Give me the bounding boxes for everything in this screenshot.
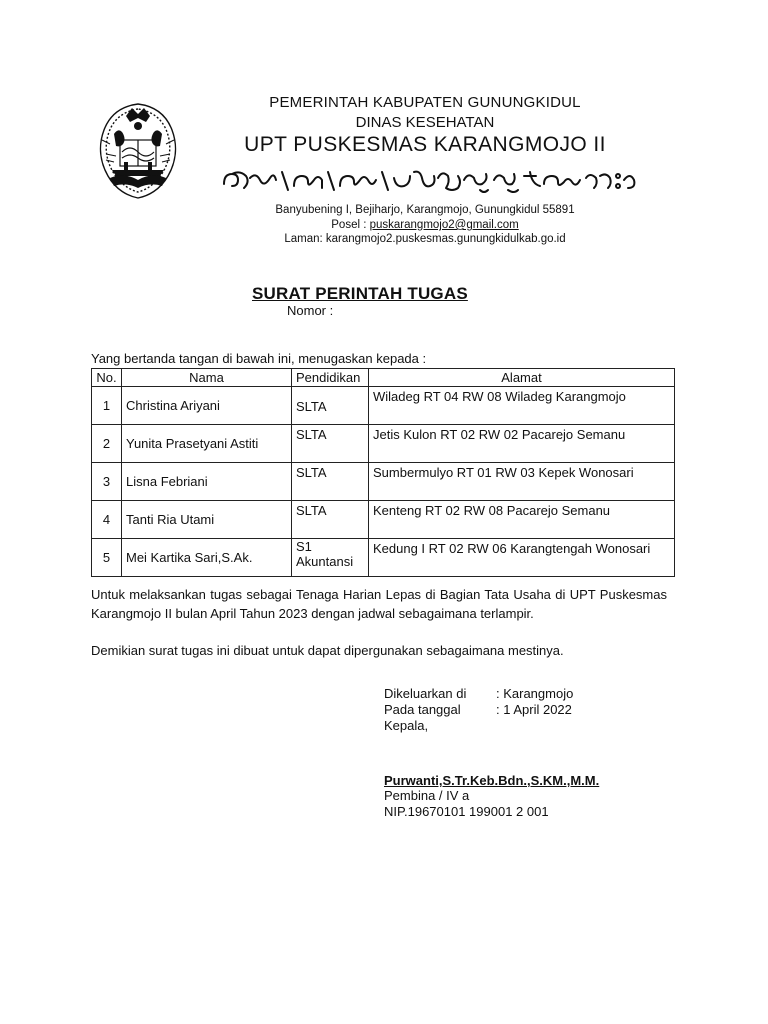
closing-paragraph: Demikian surat tugas ini dibuat untuk dapat dipergunakan sebagaimana mestinya. (91, 643, 564, 658)
table-row (92, 501, 675, 539)
signer-name: Purwanti,S.Tr.Keb.Bdn.,S.KM.,M.M. (384, 773, 600, 788)
header-nama: Nama (122, 369, 292, 387)
assignee-table (91, 368, 675, 577)
letterhead-government: PEMERINTAH KABUPATEN GUNUNGKIDUL (269, 94, 581, 111)
email-link[interactable]: puskarangmojo2@gmail.com (369, 219, 519, 231)
issued-label: Dikeluarkan di (384, 686, 467, 701)
header-pendidikan: Pendidikan (292, 369, 369, 387)
signer-nip: NIP.19670101 199001 2 001 (384, 804, 549, 819)
cell-nama: Mei Kartika Sari,S.Ak. (122, 539, 292, 577)
cell-no: 2 (92, 425, 122, 463)
signer-rank: Pembina / IV a (384, 788, 470, 803)
email-label: Posel : (331, 219, 370, 231)
issued-place-row (384, 686, 573, 702)
header-no: No. (92, 369, 122, 387)
cell-no: 4 (92, 501, 122, 539)
cell-pendidikan: SLTA (292, 425, 369, 463)
document-number: Nomor : (287, 303, 334, 318)
cell-no: 3 (92, 463, 122, 501)
cell-alamat: Kenteng RT 02 RW 08 Pacarejo Semanu (369, 501, 675, 539)
cell-alamat: Kedung I RT 02 RW 06 Karangtengah Wonosari (369, 539, 675, 577)
table-row (92, 425, 675, 463)
document-title: SURAT PERINTAH TUGAS (252, 284, 468, 303)
table-row (92, 463, 675, 501)
header-alamat: Alamat (369, 369, 675, 387)
intro-text: Yang bertanda tangan di bawah ini, menugaskan kepada : (91, 351, 427, 366)
regional-emblem-icon (92, 100, 184, 200)
cell-nama: Tanti Ria Utami (122, 501, 292, 539)
cell-alamat: Jetis Kulon RT 02 RW 02 Pacarejo Semanu (369, 425, 675, 463)
cell-alamat: Sumbermulyo RT 01 RW 03 Kepek Wonosari (369, 463, 675, 501)
cell-pendidikan (292, 539, 369, 577)
javanese-script-text (210, 166, 640, 196)
table-header-row (92, 369, 675, 387)
date-label: Pada tanggal (384, 702, 461, 717)
letterhead-address: Banyubening I, Bejiharjo, Karangmojo, Gunungkidul 55891 (275, 204, 575, 216)
cell-no: 1 (92, 387, 122, 425)
cell-nama: Lisna Febriani (122, 463, 292, 501)
cell-pendidikan: SLTA (292, 501, 369, 539)
issued-date-row (384, 702, 572, 718)
cell-nama: Christina Ariyani (122, 387, 292, 425)
cell-alamat: Wiladeg RT 04 RW 08 Wiladeg Karangmojo (369, 387, 675, 425)
date-value: : 1 April 2022 (496, 702, 572, 717)
issued-value: : Karangmojo (496, 686, 574, 701)
assignment-paragraph: Untuk melaksankan tugas sebagai Tenaga Harian Lepas di Bagian Tata Usaha di UPT Puskesmas Karangmojo II bulan April Tahun 2023 dengan jadwal sebagaimana terlampir. (91, 587, 667, 621)
cell-pendidikan: SLTA (292, 387, 369, 425)
letterhead-email-line (210, 219, 640, 231)
pendidikan-value: S1 Akuntansi (296, 539, 354, 569)
cell-no: 5 (92, 539, 122, 577)
table-row (92, 387, 675, 425)
letterhead-institution: UPT PUSKESMAS KARANGMOJO II (244, 133, 606, 156)
letterhead-department: DINAS KESEHATAN (355, 114, 495, 131)
letterhead-website: Laman: karangmojo2.puskesmas.gunungkidulkab.go.id (284, 233, 566, 245)
cell-pendidikan: SLTA (292, 463, 369, 501)
cell-nama: Yunita Prasetyani Astiti (122, 425, 292, 463)
table-row (92, 539, 675, 577)
signer-position: Kepala, (384, 718, 429, 733)
